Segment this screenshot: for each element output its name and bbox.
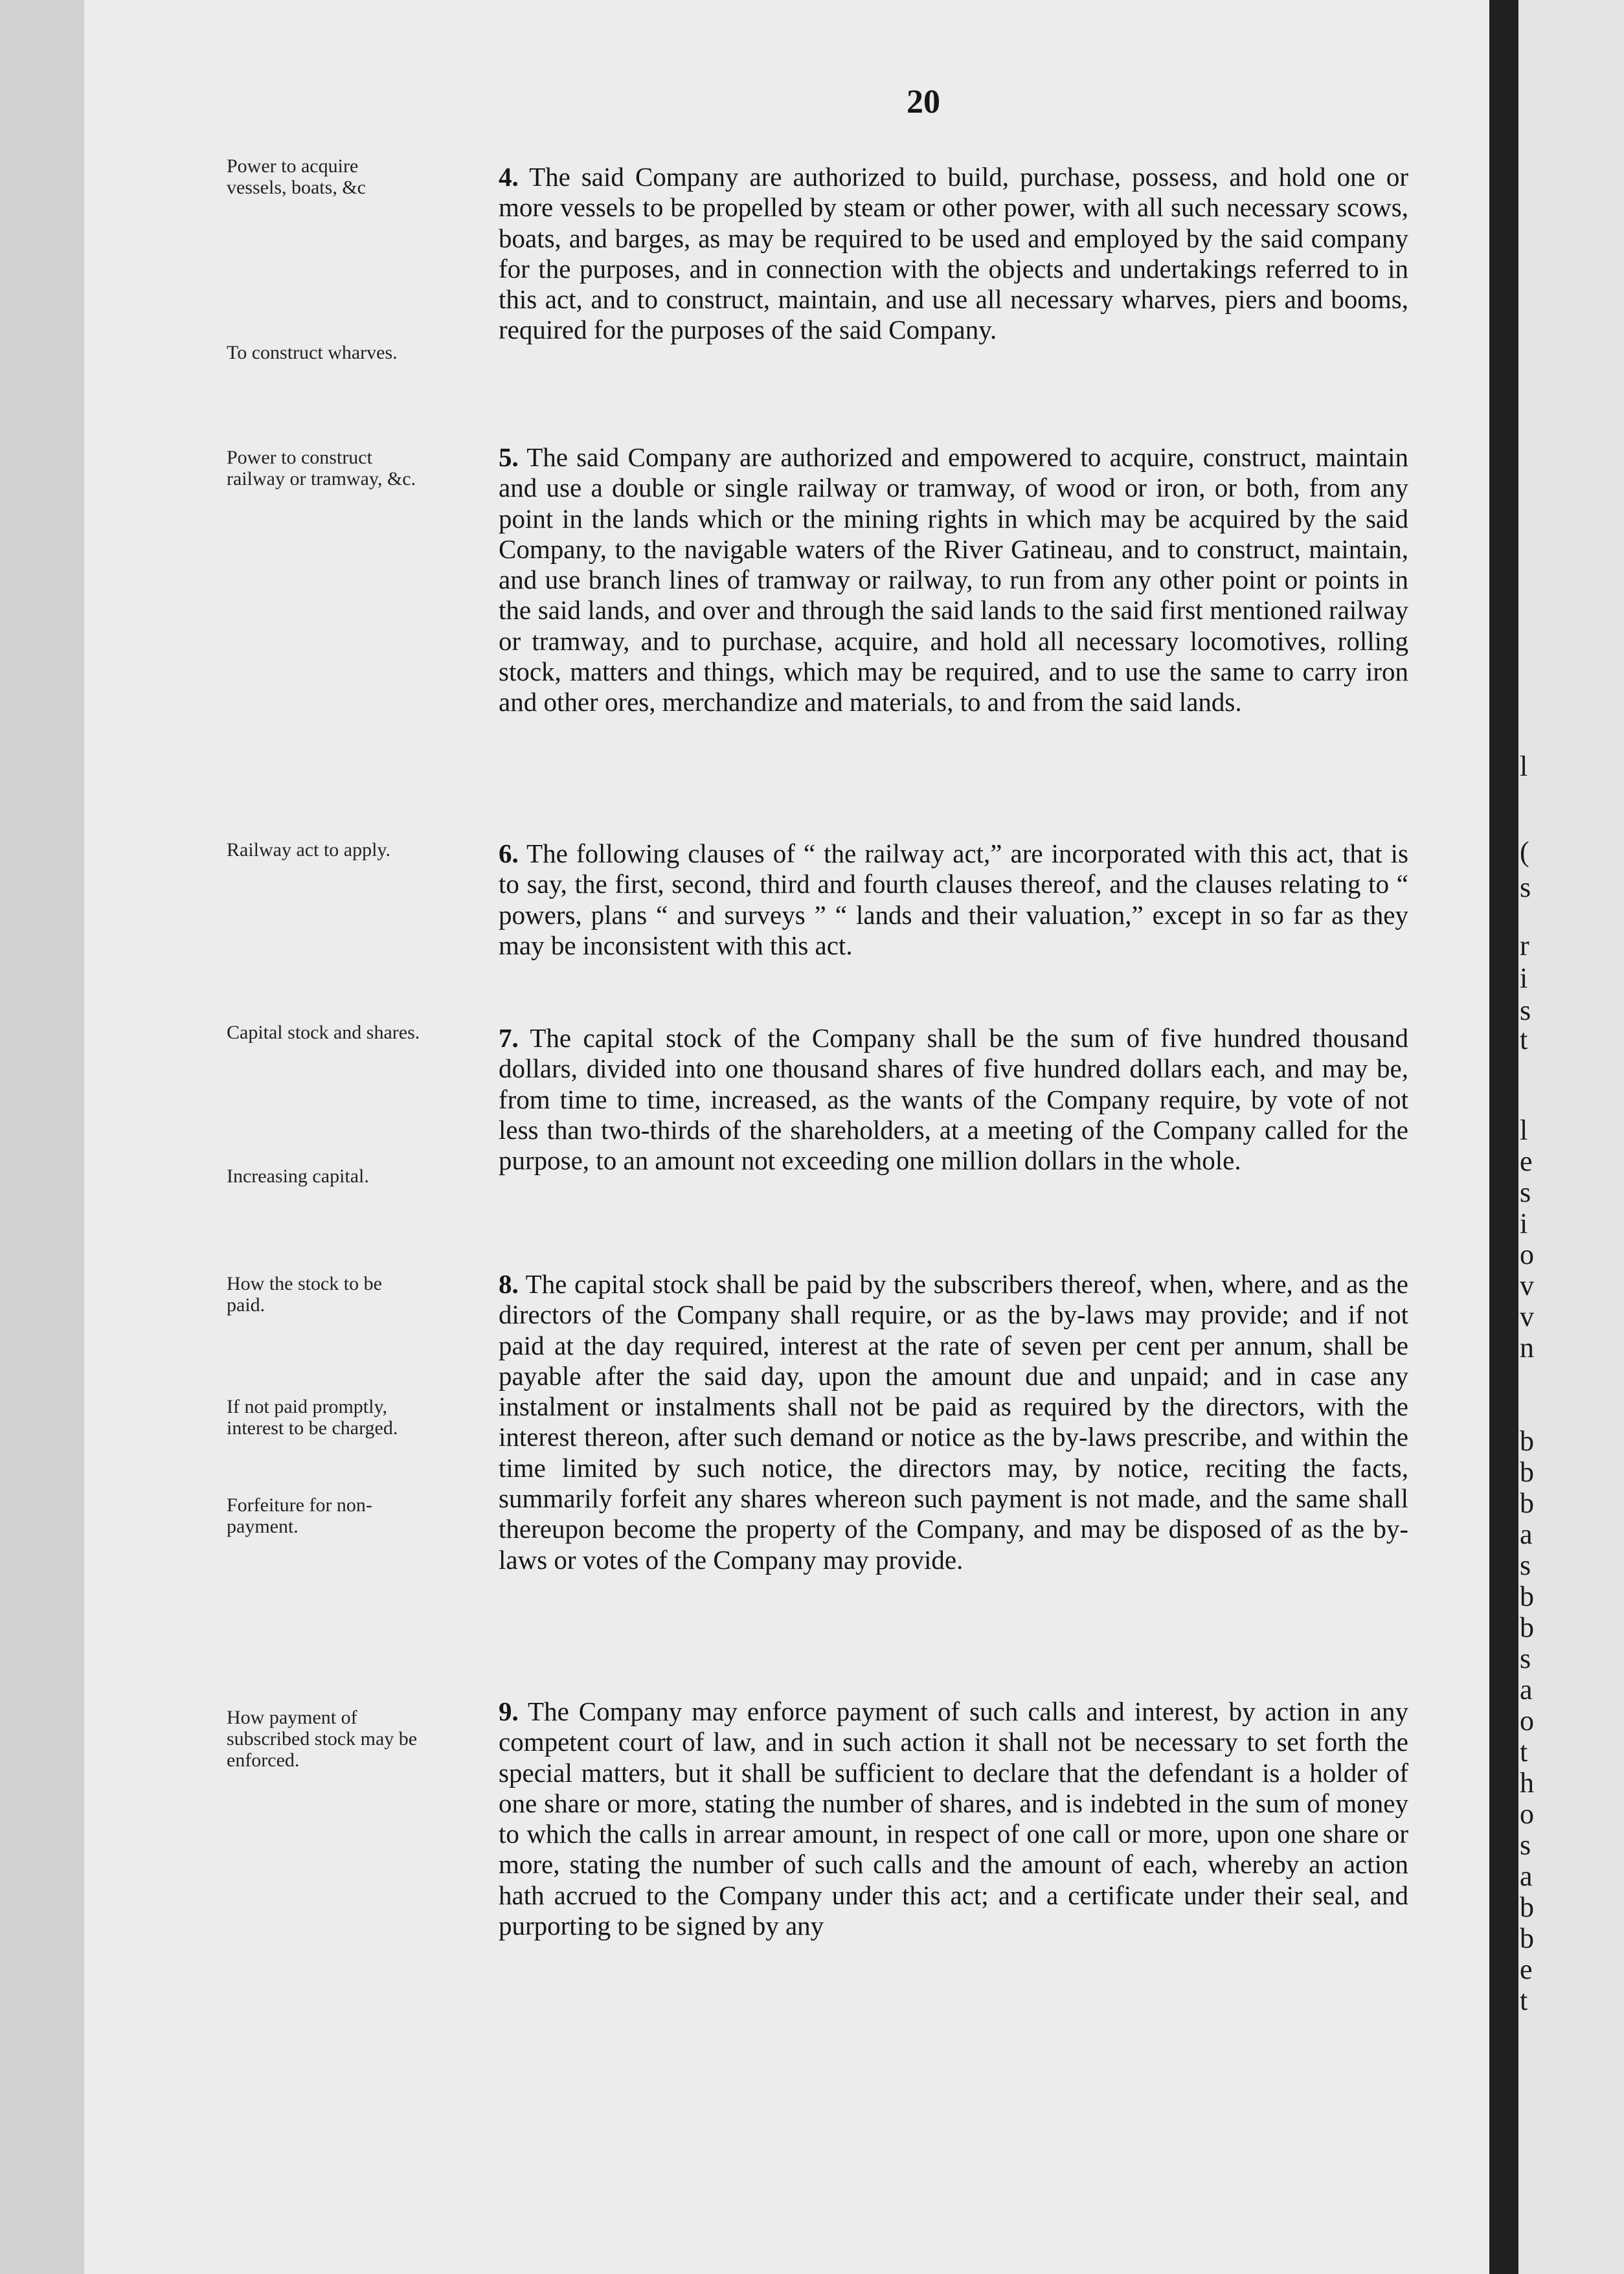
next-page-fragment: b xyxy=(1520,1425,1534,1457)
next-page-fragment: o xyxy=(1520,1705,1534,1737)
next-page-fragment: l xyxy=(1520,750,1528,782)
margin-note: Railway act to apply. xyxy=(227,839,390,861)
next-page-fragment: i xyxy=(1520,1208,1528,1239)
next-page-fragment: t xyxy=(1520,1985,1528,2016)
next-page-fragment: t xyxy=(1520,1736,1528,1768)
next-page-fragment: a xyxy=(1520,1674,1533,1706)
next-page-fragment: i xyxy=(1520,962,1528,994)
page-number: 20 xyxy=(907,84,940,120)
next-page-fragment: a xyxy=(1520,1860,1533,1892)
next-page-fragment: ( xyxy=(1520,836,1529,868)
next-page-fragment: t xyxy=(1520,1024,1528,1055)
next-page-fragment: s xyxy=(1520,1643,1531,1674)
section-text: The capital stock of the Company shall be the sum of five hundred thousand dollars, divided into one thousand shares of five hundred dollars each, and may be, from time to time, increased, as the wants of the Company require, by vote of not less than two-thirds of the shareholders, at a meeting of the Company called for the purpose, to an amount not exceeding one million dollars in the whole. xyxy=(499,1023,1408,1176)
section-text: The following clauses of “ the railway act,” are incorporated with this act, that is to say, the first, second, third and fourth clauses thereof, and the clauses relating to “ powers, plans “ and surveys ” “ lands and their valuation,” except in so far as they may be inconsistent with this act. xyxy=(499,839,1408,960)
next-page-fragment: s xyxy=(1520,1829,1531,1861)
section-number: 6. xyxy=(499,839,519,868)
margin-note: How payment of subscribed stock may be enforced. xyxy=(227,1707,418,1771)
next-page-fragment: l xyxy=(1520,1114,1528,1146)
next-page-fragment: v xyxy=(1520,1301,1534,1333)
margin-note: Power to acquire vessels, boats, &c xyxy=(227,155,366,198)
margin-note: Capital stock and shares. xyxy=(227,1022,420,1043)
section-5 xyxy=(499,442,1408,718)
next-page-fragment: b xyxy=(1520,1581,1534,1612)
section-number: 8. xyxy=(499,1269,519,1299)
margin-note: Increasing capital. xyxy=(227,1165,369,1187)
next-page-fragment: b xyxy=(1520,1487,1534,1519)
section-9 xyxy=(499,1696,1408,1941)
section-text: The Company may enforce payment of such calls and interest, by action in any competent court of law, and in such action it shall not be necessary to set forth the special matters, but it shall be sufficient to declare that the defendant is a holder of one share or more, stating the number of shares, and is indebted in the sum of money to which the calls in arrear amount, in respect of one call or more, upon one share or more, stating the number of such calls and the amount of each, whereby an action hath accrued to the Company under this act; and a certificate under their seal, and purporting to be signed by any xyxy=(499,1696,1408,1941)
section-number: 7. xyxy=(499,1023,519,1053)
section-text: The said Company are authorized and empowered to acquire, construct, maintain and use a double or single railway or tramway, of wood or iron, or both, from any point in the lands which or the mining rights in which may be acquired by the said Company, to the navigable waters of the River Gatineau, and to construct, maintain, and use branch lines of tramway or railway, to run from any other point or points in the said lands, and over and through the said lands to the said first mentioned railway or tramway, and to purchase, acquire, and hold all necessary locomotives, rolling stock, matters and things, which may be required, and to use the same to carry iron and other ores, merchandize and materials, to and from the said lands. xyxy=(499,442,1408,717)
next-page-fragment: b xyxy=(1520,1456,1534,1488)
section-4 xyxy=(499,162,1408,346)
margin-note: Forfeiture for non-payment. xyxy=(227,1494,372,1537)
section-7 xyxy=(499,1023,1408,1176)
next-page-edge xyxy=(1518,0,1624,2274)
next-page-fragment: b xyxy=(1520,1612,1534,1643)
next-page-fragment: b xyxy=(1520,1891,1534,1923)
section-number: 4. xyxy=(499,162,519,192)
margin-note: If not paid promptly, interest to be charged. xyxy=(227,1396,398,1439)
book-gutter xyxy=(1489,0,1518,2274)
next-page-fragment: o xyxy=(1520,1798,1534,1830)
section-number: 9. xyxy=(499,1696,519,1726)
next-page-fragment: s xyxy=(1520,1549,1531,1581)
margin-note: To construct wharves. xyxy=(227,342,398,363)
next-page-fragment: s xyxy=(1520,995,1531,1026)
section-text: The capital stock shall be paid by the subscribers thereof, when, where, and as the directors of the Company shall require, or as the by-laws may provide; and if not paid at the day required, interest at the rate of seven per cent per annum, shall be payable after the said day, upon the amount due and unpaid; and in case any instalment or instalments shall not be paid as required by the directors, with the interest thereon, after such demand or notice as the by-laws prescribe, and within the time limited by such notice, the directors may, by notice, reciting the facts, summarily forfeit any shares whereon such payment is not made, and the same shall thereupon become the property of the Company, and may be disposed of as the by-laws or votes of the Company may provide. xyxy=(499,1269,1408,1575)
next-page-fragment: s xyxy=(1520,1176,1531,1208)
next-page-fragment: s xyxy=(1520,872,1531,903)
next-page-fragment: h xyxy=(1520,1767,1534,1799)
next-page-fragment: a xyxy=(1520,1518,1533,1550)
section-8 xyxy=(499,1269,1408,1575)
margin-note: Power to construct railway or tramway, &c. xyxy=(227,447,416,490)
next-page-fragment: e xyxy=(1520,1953,1533,1985)
scan-left-edge xyxy=(0,0,84,2274)
next-page-fragment: n xyxy=(1520,1332,1534,1364)
section-text: The said Company are authorized to build, purchase, possess, and hold one or more vessels to be propelled by steam or other power, with all such necessary scows, boats, and barges, as may be required to be used and employed by the said company for the purposes, and in connection with the objects and undertakings referred to in this act, and to construct, maintain, and use all necessary wharves, piers and booms, required for the purposes of the said Company. xyxy=(499,162,1408,345)
next-page-fragment: e xyxy=(1520,1145,1533,1177)
next-page-fragment: o xyxy=(1520,1239,1534,1270)
next-page-fragment: r xyxy=(1520,930,1529,962)
section-number: 5. xyxy=(499,442,519,472)
next-page-fragment: v xyxy=(1520,1270,1534,1301)
document-page xyxy=(84,0,1502,2274)
section-6 xyxy=(499,839,1408,961)
next-page-fragment: b xyxy=(1520,1922,1534,1954)
margin-note: How the stock to be paid. xyxy=(227,1273,382,1316)
